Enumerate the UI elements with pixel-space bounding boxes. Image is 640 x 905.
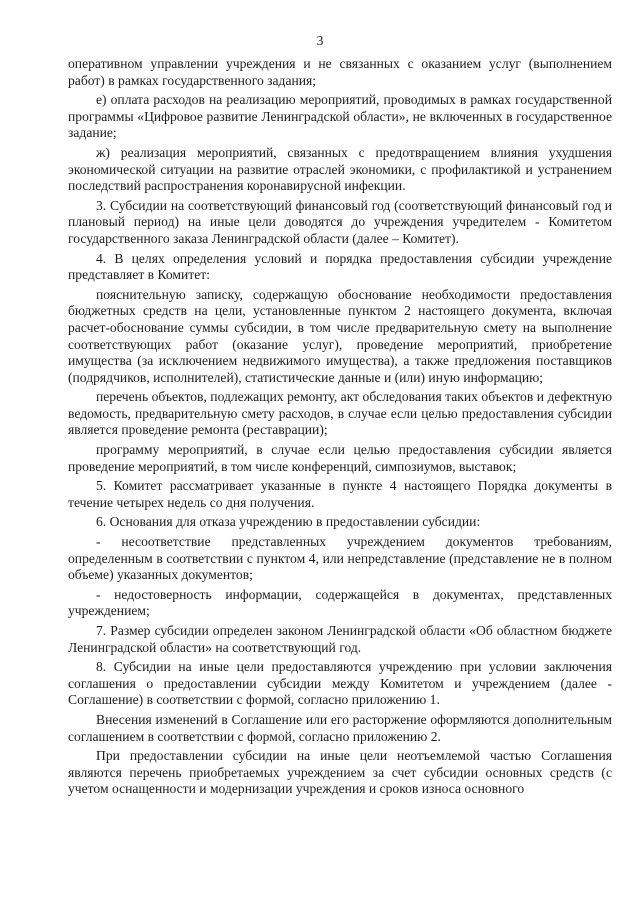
paragraph-repair-list: перечень объектов, подлежащих ремонту, акт обследования таких объектов и дефектную ведомость, предварительную смету расходов, в случае если целью предоставления субсидии является проведение ремонта (реставрации); (68, 389, 612, 438)
paragraph-continuation: оперативном управлении учреждения и не связанных с оказанием услуг (выполнением работ) в рамках государственного задания; (68, 56, 612, 88)
paragraph-clause-3: 3. Субсидии на соответствующий финансовый год (соответствующий финансовый год и плановый период) на иные цели доводятся до учреждения учредителем - Комитетом государственного заказа Ленинградской области (далее – Комитет). (68, 197, 612, 246)
paragraph-agreement-annex: При предоставлении субсидии на иные цели неотъемлемой частью Соглашения являются перечень приобретаемых учреждением за счет субсидии основных средств (с учетом оснащенности и модернизации учреждения и сроков износа основного (68, 748, 612, 797)
paragraph-clause-8: 8. Субсидии на иные цели предоставляются учреждению при условии заключения соглашения о предоставлении субсидии между Комитетом и учреждением (далее - Соглашение) в соответствии с формой, согласно приложению 1. (68, 659, 612, 708)
paragraph-clause-6: 6. Основания для отказа учреждению в предоставлении субсидии: (96, 514, 481, 530)
document-body (68, 56, 612, 798)
paragraph-refusal-reason-1: - несоответствие представленных учреждением документов требованиям, определенным в соответствии с пунктом 4, или непредставление (представление не в полном объеме) указанных документов; (68, 534, 612, 583)
paragraph-clause-4: 4. В целях определения условий и порядка предоставления субсидии учреждение представляет в Комитет: (68, 250, 612, 283)
paragraph-item-zh: ж) реализация мероприятий, связанных с предотвращением влияния ухудшения экономической ситуации на развитие отраслей экономики, с профилактикой и устранением последствий распространения коронавирусной инфекции. (68, 144, 612, 194)
paragraph-refusal-reason-2: - недостоверность информации, содержащейся в документах, представленных учреждением; (68, 586, 612, 619)
paragraph-amendments: Внесения изменений в Соглашение или его расторжение оформляются дополнительным соглашением в соответствии с формой, согласно приложению 2. (68, 711, 612, 744)
page-number: 3 (316, 33, 324, 48)
paragraph-events-program: программу мероприятий, в случае если целью предоставления субсидии является проведение мероприятий, в том числе конференций, симпозиумов, выставок; (68, 442, 612, 474)
paragraph-explanatory-note: пояснительную записку, содержащую обоснование необходимости предоставления бюджетных средств на цели, установленные пунктом 2 настоящего документа, включая расчет-обоснование суммы субсидии, в том числе предварительную смету на выполнение соответствующих работ (оказание услуг), проведение мероприятий, приобретение имущества (за исключением недвижимого имущества), а также предложения поставщиков (подрядчиков, исполнителей), статистические данные и (или) иную информацию; (68, 286, 612, 385)
paragraph-clause-7: 7. Размер субсидии определен законом Ленинградской области «Об областном бюджете Ленинградской области» на соответствующий год. (68, 623, 612, 655)
paragraph-item-e: е) оплата расходов на реализацию мероприятий, проводимых в рамках государственной программы «Цифровое развитие Ленинградской области», не включенных в государственное задание; (68, 92, 612, 141)
paragraph-clause-5: 5. Комитет рассматривает указанные в пункте 4 настоящего Порядка документы в течение четырех недель со дня получения. (68, 478, 612, 510)
